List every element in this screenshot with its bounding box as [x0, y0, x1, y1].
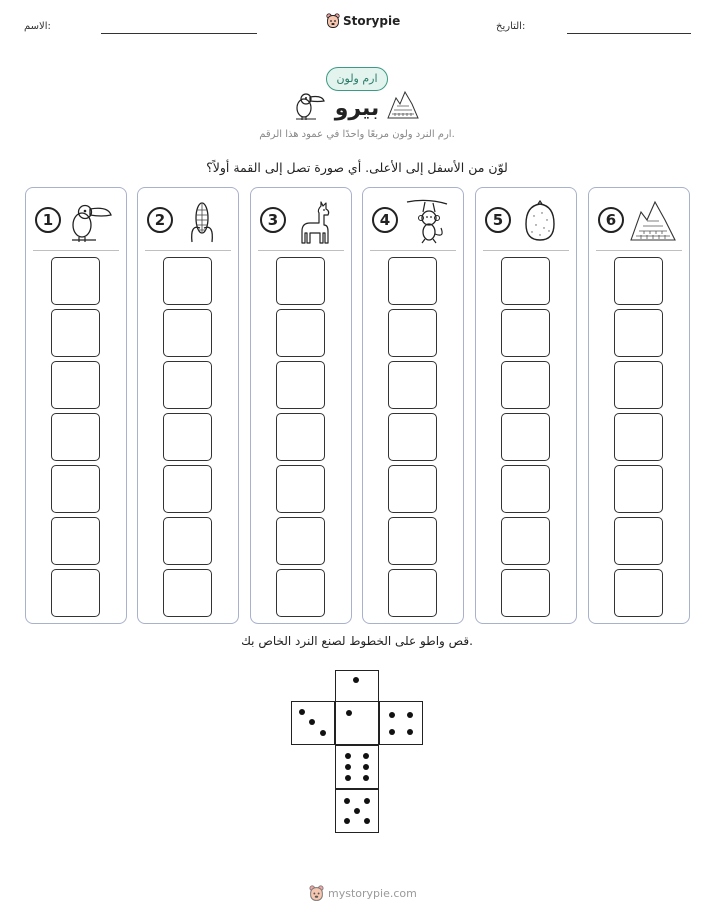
- brand-logo: [326, 13, 400, 29]
- column-1: [25, 187, 127, 624]
- column-number: 4: [372, 207, 398, 233]
- coloring-square[interactable]: [501, 569, 550, 617]
- column-5: [475, 187, 577, 624]
- storypie-bear-icon: [309, 885, 324, 902]
- die-pip: [344, 818, 350, 824]
- column-header: [251, 188, 351, 252]
- machu-picchu-icon: [629, 198, 677, 244]
- column-header: [476, 188, 576, 252]
- roll-and-color-badge: ارم ولون: [326, 67, 388, 91]
- coloring-square[interactable]: [614, 569, 663, 617]
- page-title: بيرو: [334, 96, 380, 121]
- toucan-icon: [292, 88, 326, 122]
- worksheet-header: [0, 0, 714, 50]
- die-pip: [389, 712, 395, 718]
- die-pip: [345, 753, 351, 759]
- column-header: [26, 188, 126, 252]
- coloring-square[interactable]: [51, 517, 100, 565]
- coloring-square[interactable]: [276, 569, 325, 617]
- column-2: [137, 187, 239, 624]
- coloring-square[interactable]: [614, 465, 663, 513]
- die-pip: [364, 818, 370, 824]
- coloring-square[interactable]: [614, 309, 663, 357]
- coloring-square[interactable]: [51, 309, 100, 357]
- die-face-3: [291, 701, 335, 745]
- die-pip: [320, 730, 326, 736]
- column-divider: [596, 250, 682, 251]
- coloring-square[interactable]: [51, 413, 100, 461]
- coloring-square[interactable]: [388, 257, 437, 305]
- coloring-square[interactable]: [501, 257, 550, 305]
- coloring-square[interactable]: [276, 517, 325, 565]
- column-header: [138, 188, 238, 252]
- die-pip: [363, 775, 369, 781]
- die-pip: [345, 764, 351, 770]
- coloring-square[interactable]: [163, 413, 212, 461]
- footer: [309, 885, 417, 902]
- corn-icon: [178, 198, 226, 244]
- column-divider: [258, 250, 344, 251]
- subtitle: ارم النرد ولون مربعًا واحدًا في عمود هذا الرقم.: [259, 129, 455, 140]
- die-face-4: [379, 701, 423, 745]
- coloring-square[interactable]: [51, 465, 100, 513]
- coloring-square[interactable]: [163, 569, 212, 617]
- die-pip: [345, 775, 351, 781]
- coloring-square[interactable]: [501, 361, 550, 409]
- guava-icon: [516, 198, 564, 244]
- column-number: 6: [598, 207, 624, 233]
- die-pip: [363, 753, 369, 759]
- brand-name: Storypie: [343, 14, 401, 28]
- coloring-square[interactable]: [51, 257, 100, 305]
- die-face-1: [335, 701, 379, 745]
- die-pip: [407, 729, 413, 735]
- die-pip: [389, 729, 395, 735]
- date-line: [567, 33, 691, 34]
- die-face-6: [335, 745, 379, 789]
- llama-icon: [291, 198, 339, 244]
- die-pip: [363, 764, 369, 770]
- footer-url[interactable]: mystorypie.com: [328, 887, 417, 900]
- coloring-square[interactable]: [276, 257, 325, 305]
- coloring-square[interactable]: [388, 309, 437, 357]
- die-face-5: [335, 789, 379, 833]
- column-4: [362, 187, 464, 624]
- column-header: [363, 188, 463, 252]
- column-6: [588, 187, 690, 624]
- column-divider: [370, 250, 456, 251]
- cut-instruction: قص واطو على الخطوط لصنع النرد الخاص بك.: [241, 634, 473, 648]
- column-number: 3: [260, 207, 286, 233]
- coloring-square[interactable]: [163, 361, 212, 409]
- coloring-square[interactable]: [276, 465, 325, 513]
- coloring-square[interactable]: [163, 309, 212, 357]
- die-pip: [364, 798, 370, 804]
- die-pip: [353, 677, 359, 683]
- die-pip: [344, 798, 350, 804]
- monkey-icon: [403, 198, 451, 244]
- column-divider: [145, 250, 231, 251]
- die-pip: [346, 710, 352, 716]
- coloring-square[interactable]: [51, 569, 100, 617]
- coloring-square[interactable]: [163, 257, 212, 305]
- column-header: [589, 188, 689, 252]
- coloring-square[interactable]: [276, 361, 325, 409]
- coloring-square[interactable]: [388, 465, 437, 513]
- name-label: الاسم:: [24, 21, 51, 32]
- die-pip: [354, 808, 360, 814]
- coloring-square[interactable]: [388, 413, 437, 461]
- coloring-square[interactable]: [388, 517, 437, 565]
- die-pip: [407, 712, 413, 718]
- date-label: التاريخ:: [496, 21, 526, 32]
- column-divider: [483, 250, 569, 251]
- coloring-instruction: لوّن من الأسفل إلى الأعلى. أي صورة تصل إلى القمة أولاً؟: [206, 160, 508, 175]
- coloring-square[interactable]: [501, 465, 550, 513]
- name-line: [101, 33, 257, 34]
- die-pip: [299, 709, 305, 715]
- coloring-square[interactable]: [276, 413, 325, 461]
- coloring-square[interactable]: [614, 257, 663, 305]
- coloring-square[interactable]: [501, 517, 550, 565]
- storypie-bear-icon: [326, 13, 340, 29]
- coloring-square[interactable]: [614, 361, 663, 409]
- die-pip: [309, 719, 315, 725]
- coloring-square[interactable]: [388, 569, 437, 617]
- column-number: 1: [35, 207, 61, 233]
- toucan-icon: [66, 198, 114, 244]
- coloring-square[interactable]: [501, 413, 550, 461]
- coloring-square[interactable]: [614, 413, 663, 461]
- coloring-square[interactable]: [501, 309, 550, 357]
- coloring-square[interactable]: [388, 361, 437, 409]
- column-divider: [33, 250, 119, 251]
- coloring-square[interactable]: [51, 361, 100, 409]
- column-number: 5: [485, 207, 511, 233]
- column-number: 2: [147, 207, 173, 233]
- coloring-square[interactable]: [163, 465, 212, 513]
- coloring-square[interactable]: [614, 517, 663, 565]
- coloring-square[interactable]: [276, 309, 325, 357]
- column-3: [250, 187, 352, 624]
- coloring-square[interactable]: [163, 517, 212, 565]
